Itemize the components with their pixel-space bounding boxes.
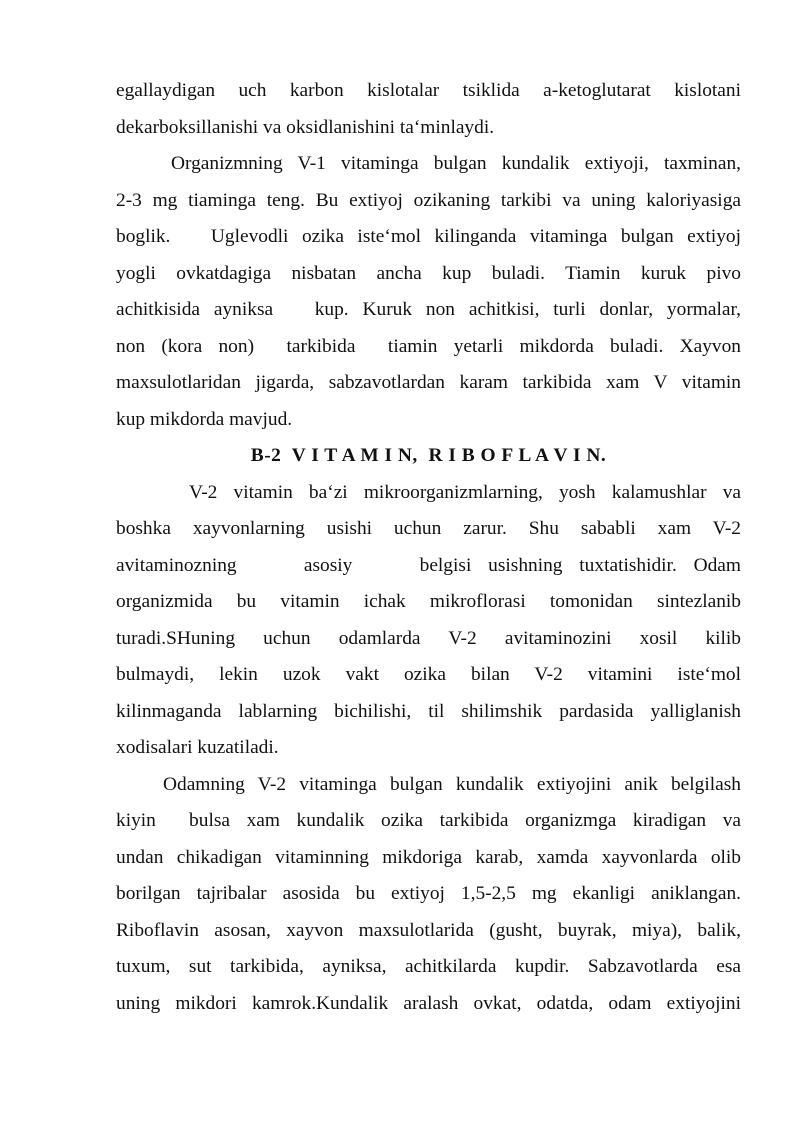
paragraph-line: uning mikdori kamrok.Kundalik aralash ovkat, odatda, odam extiyojini (116, 992, 741, 1014)
paragraph-line: xodisalari kuzatiladi. (116, 737, 279, 758)
paragraph-line: Organizmning V-1 vitaminga bulgan kundalik extiyoji, taxminan, (171, 153, 741, 174)
paragraph-line: avitaminozning asosiy belgisi usishning tuxtatishidir. Odam (116, 554, 741, 576)
paragraph-line: boglik. Uglevodli ozika iste‘mol kilinganda vitaminga bulgan extiyoj (116, 226, 741, 247)
paragraph-line: dekarboksillanishi va oksidlanishini ta‘minlaydi. (116, 116, 495, 138)
paragraph-line: V-2 vitamin ba‘zi mikroorganizmlarning, yosh kalamushlar va (189, 481, 741, 503)
paragraph-line: achitkisida ayniksa kup. Kuruk non achitkisi, turli donlar, yormalar, (116, 299, 741, 320)
paragraph-line: egallaydigan uch karbon kislotalar tsiklida a-ketoglutarat kislotani (116, 80, 741, 101)
paragraph-line: kilinmaganda lablarning bichilishi, til shilimshik pardasida yalliglanish (116, 700, 741, 722)
paragraph-line: Odamning V-2 vitaminga bulgan kundalik extiyojini anik belgilash (163, 773, 741, 795)
paragraph-line: organizmida bu vitamin ichak mikroflorasi tomonidan sintezlanib (116, 591, 741, 612)
paragraph-line: Riboflavin asosan, xayvon maxsulotlarida (gusht, buyrak, miya), balik, (116, 919, 741, 941)
paragraph-line: 2-3 mg tiaminga teng. Bu extiyoj ozikaning tarkibi va uning kaloriyasiga (116, 189, 741, 211)
paragraph-line: tuxum, sut tarkibida, ayniksa, achitkilarda kupdir. Sabzavotlarda esa (116, 956, 741, 977)
paragraph-line: boshka xayvonlarning usishi uchun zarur. Shu sababli xam V-2 (116, 518, 741, 539)
paragraph-line: kup mikdorda mavjud. (116, 408, 293, 430)
paragraph-line: borilgan tajribalar asosida bu extiyoj 1,5-2,5 mg ekanligi aniklangan. (116, 883, 741, 904)
paragraph-line: bulmaydi, lekin uzok vakt ozika bilan V-2 vitamini iste‘mol (116, 664, 741, 685)
paragraph-line: undan chikadigan vitaminning mikdoriga karab, xamda xayvonlarda olib (116, 846, 741, 868)
paragraph-line: non (kora non) tarkibida tiamin yetarli mikdorda buladi. Xayvon (116, 335, 741, 357)
paragraph-line: yogli ovkatdagiga nisbatan ancha kup buladi. Tiamin kuruk pivo (116, 262, 741, 284)
document-body (116, 73, 741, 1022)
paragraph-line: maxsulotlaridan jigarda, sabzavotlardan karam tarkibida xam V vitamin (116, 372, 741, 393)
paragraph-line: turadi.SHuning uchun odamlarda V-2 avitaminozini xosil kilib (116, 627, 741, 649)
section-heading: B-2 V I T A M I N, R I B O F L A V I N. (250, 445, 607, 466)
paragraph-line: kiyin bulsa xam kundalik ozika tarkibida organizmga kiradigan va (116, 810, 741, 831)
